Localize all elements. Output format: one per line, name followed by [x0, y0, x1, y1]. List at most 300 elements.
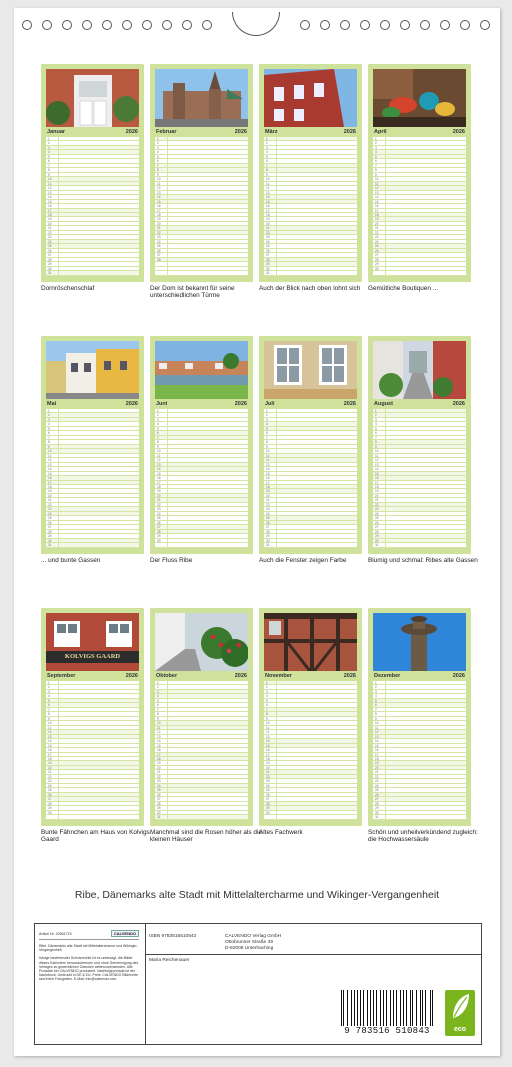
day-row: 28: [264, 530, 357, 534]
day-row: 12: [264, 186, 357, 190]
day-row: 17: [155, 209, 248, 213]
day-row: 19: [46, 489, 139, 493]
day-row: 14: [155, 739, 248, 743]
day-row: 9: [155, 445, 248, 449]
day-row: 20: [155, 222, 248, 226]
day-list: [46, 681, 139, 820]
month-name: April: [374, 129, 387, 135]
day-row: 25: [373, 516, 466, 520]
day-row: 9: [46, 717, 139, 721]
day-row: 19: [155, 761, 248, 765]
month-year: 2026: [343, 401, 356, 407]
day-row: 11: [264, 726, 357, 730]
day-row: 10: [373, 449, 466, 453]
day-row: 7: [46, 164, 139, 168]
small-title: Ribe, Dänemarks alte Stadt mit Mittelaltercharme und Wikinger-Vergangenheit: [39, 944, 138, 953]
day-row: 4: [373, 422, 466, 426]
day-row: 3: [373, 146, 466, 150]
kolvigs-gaard-photo: [46, 613, 139, 671]
day-row: 31: [155, 815, 248, 819]
barcode-bar: [393, 990, 394, 1026]
day-row: 25: [155, 516, 248, 520]
day-row: 16: [46, 476, 139, 480]
month-year: 2026: [234, 129, 247, 135]
info-divider: [145, 924, 146, 1044]
day-row: 9: [373, 173, 466, 177]
barcode-bar: [397, 990, 398, 1026]
day-row: 13: [155, 735, 248, 739]
day-row: 5: [155, 427, 248, 431]
day-row: 13: [264, 191, 357, 195]
day-row: 26: [373, 521, 466, 525]
month-frame: [150, 64, 253, 282]
day-row: 30: [373, 267, 466, 271]
binding-hole: [460, 20, 470, 30]
day-row: 17: [46, 481, 139, 485]
day-row: [264, 815, 357, 819]
day-row: 8: [373, 712, 466, 716]
barcode-number: 9 783516 510843: [344, 1026, 430, 1036]
river-photo: [155, 341, 248, 399]
day-row: 1: [46, 137, 139, 141]
day-row: 31: [46, 543, 139, 547]
day-row: 15: [264, 472, 357, 476]
month-caption: Blumig und schmal: Ribes alte Gassen: [368, 557, 478, 564]
day-row: 13: [373, 191, 466, 195]
day-row: 27: [155, 253, 248, 257]
day-row: 21: [373, 226, 466, 230]
binding-hole: [42, 20, 52, 30]
day-row: 4: [373, 694, 466, 698]
day-row: 23: [155, 235, 248, 239]
binding-hole: [300, 20, 310, 30]
day-row: 27: [373, 253, 466, 257]
month-year: 2026: [234, 673, 247, 679]
day-list: [373, 681, 466, 820]
day-row: 10: [373, 721, 466, 725]
month-name: Dezember: [374, 673, 401, 679]
day-row: 11: [46, 726, 139, 730]
day-row: 20: [373, 222, 466, 226]
day-row: 29: [46, 534, 139, 538]
day-row: 11: [155, 726, 248, 730]
day-row: 24: [373, 784, 466, 788]
month-name: September: [47, 673, 76, 679]
month-year: 2026: [343, 129, 356, 135]
month-name: Mai: [47, 401, 57, 407]
barcode-bar: [412, 990, 413, 1026]
day-row: 30: [155, 811, 248, 815]
day-row: 15: [155, 744, 248, 748]
day-row: 8: [264, 168, 357, 172]
day-row: 5: [264, 699, 357, 703]
rose-alley-photo: [155, 613, 248, 671]
day-row: 2: [264, 141, 357, 145]
month-frame: [41, 64, 144, 282]
day-row: 17: [373, 753, 466, 757]
day-row: 25: [264, 788, 357, 792]
day-row: 18: [155, 757, 248, 761]
day-list: [264, 681, 357, 820]
day-row: 30: [373, 811, 466, 815]
day-row: 28: [155, 258, 248, 262]
day-row: 30: [46, 267, 139, 271]
day-list: [155, 137, 248, 276]
day-row: 30: [46, 539, 139, 543]
day-row: 21: [264, 770, 357, 774]
binding-hole: [420, 20, 430, 30]
month-header: [155, 672, 248, 680]
day-row: 28: [155, 802, 248, 806]
month-caption: Auch die Fenster zeigen Farbe: [259, 557, 347, 564]
day-row: 5: [155, 699, 248, 703]
day-row: 27: [155, 525, 248, 529]
day-row: 18: [46, 213, 139, 217]
day-row: 4: [46, 694, 139, 698]
day-row: 23: [46, 235, 139, 239]
day-row: 8: [264, 712, 357, 716]
day-row: 23: [155, 507, 248, 511]
day-row: 4: [264, 150, 357, 154]
day-row: 11: [155, 182, 248, 186]
day-row: 27: [46, 797, 139, 801]
day-row: 3: [155, 690, 248, 694]
day-row: 22: [264, 231, 357, 235]
day-row: 13: [155, 463, 248, 467]
colorful-street-photo: [46, 341, 139, 399]
day-row: 6: [46, 431, 139, 435]
day-row: 19: [264, 489, 357, 493]
day-row: 2: [155, 413, 248, 417]
day-row: 15: [264, 200, 357, 204]
day-row: 23: [264, 779, 357, 783]
day-row: 2: [46, 141, 139, 145]
day-row: 27: [373, 525, 466, 529]
day-list: [264, 409, 357, 548]
barcode-bar: [348, 990, 349, 1026]
day-row: 2: [373, 685, 466, 689]
day-row: 18: [46, 757, 139, 761]
day-row: 9: [155, 717, 248, 721]
day-row: 12: [46, 730, 139, 734]
month-caption: Der Dom ist bekannt für seine unterschiedlichen Türme: [150, 285, 235, 300]
day-list: [155, 409, 248, 548]
day-row: 26: [155, 793, 248, 797]
day-row: 29: [264, 534, 357, 538]
day-row: 21: [155, 226, 248, 230]
day-row: 30: [46, 811, 139, 815]
day-row: 16: [373, 204, 466, 208]
day-row: 18: [264, 485, 357, 489]
day-row: 17: [264, 209, 357, 213]
day-row: 28: [373, 802, 466, 806]
day-row: 10: [155, 449, 248, 453]
day-row: 3: [373, 418, 466, 422]
day-row: 24: [264, 512, 357, 516]
day-row: 12: [373, 186, 466, 190]
month-caption: Manchmal sind die Rosen höher als die kleinen Häuser: [150, 829, 262, 844]
article-number: 20961715: [55, 931, 72, 936]
day-row: 15: [264, 744, 357, 748]
day-row: 21: [46, 770, 139, 774]
day-row: 6: [155, 431, 248, 435]
day-row: 21: [264, 226, 357, 230]
day-row: 18: [46, 485, 139, 489]
day-row: 13: [373, 463, 466, 467]
day-row: 24: [46, 240, 139, 244]
day-row: 5: [373, 427, 466, 431]
barcode-bar: [422, 990, 423, 1026]
month-year: 2026: [234, 401, 247, 407]
day-row: 7: [155, 164, 248, 168]
day-row: 31: [373, 543, 466, 547]
month-frame: [259, 608, 362, 826]
month-caption: Schön und unheilverkündend zugleich: die Hochwassersäule: [368, 829, 478, 844]
day-row: 25: [373, 788, 466, 792]
day-row: 26: [46, 249, 139, 253]
day-row: 12: [264, 730, 357, 734]
isbn-text: ISBN 9783516510843: [149, 934, 197, 939]
day-row: 20: [155, 494, 248, 498]
day-row: 6: [264, 703, 357, 707]
month-caption: Der Fluss Ribe: [150, 557, 193, 564]
day-row: 21: [46, 498, 139, 502]
day-row: 8: [373, 168, 466, 172]
day-row: 15: [155, 200, 248, 204]
month-year: 2026: [452, 129, 465, 135]
narrow-alley-photo: [373, 341, 466, 399]
day-row: 28: [264, 802, 357, 806]
day-row: 7: [46, 436, 139, 440]
month-caption: Altes Fachwerk: [259, 829, 303, 836]
day-row: [373, 271, 466, 275]
day-row: 15: [373, 472, 466, 476]
day-row: 23: [373, 779, 466, 783]
day-row: 24: [155, 784, 248, 788]
barcode: [335, 990, 439, 1034]
day-row: 24: [373, 240, 466, 244]
day-row: 6: [264, 431, 357, 435]
day-row: 12: [155, 458, 248, 462]
day-row: 21: [264, 498, 357, 502]
month-header: [264, 128, 357, 136]
day-row: 26: [373, 793, 466, 797]
month-frame: [259, 336, 362, 554]
day-row: 20: [373, 494, 466, 498]
day-row: 12: [264, 458, 357, 462]
day-row: 2: [264, 413, 357, 417]
day-row: 2: [46, 685, 139, 689]
leaf-icon: [445, 990, 475, 1024]
day-row: 29: [373, 262, 466, 266]
day-row: 27: [264, 253, 357, 257]
day-row: 20: [264, 222, 357, 226]
month-frame: [41, 336, 144, 554]
day-row: 11: [46, 454, 139, 458]
month-name: Oktober: [156, 673, 178, 679]
day-row: 12: [373, 458, 466, 462]
day-row: 7: [373, 708, 466, 712]
month-header: [155, 128, 248, 136]
day-row: [46, 815, 139, 819]
day-row: 10: [264, 449, 357, 453]
day-row: 20: [46, 494, 139, 498]
day-row: 4: [155, 694, 248, 698]
day-row: 27: [264, 797, 357, 801]
day-row: 3: [155, 418, 248, 422]
day-row: 13: [264, 463, 357, 467]
day-row: 28: [373, 258, 466, 262]
day-row: 5: [264, 155, 357, 159]
eco-badge: [445, 990, 475, 1036]
day-row: 24: [155, 240, 248, 244]
day-row: 27: [155, 797, 248, 801]
day-row: 16: [373, 748, 466, 752]
day-row: 4: [264, 694, 357, 698]
day-row: 18: [373, 485, 466, 489]
day-row: 26: [46, 521, 139, 525]
day-row: 7: [264, 164, 357, 168]
day-row: 19: [46, 217, 139, 221]
day-row: 11: [264, 454, 357, 458]
day-row: 14: [373, 467, 466, 471]
day-row: 8: [46, 712, 139, 716]
day-row: 6: [373, 703, 466, 707]
white-door-photo: [46, 69, 139, 127]
day-row: 12: [373, 730, 466, 734]
day-row: 23: [46, 507, 139, 511]
day-row: 24: [155, 512, 248, 516]
day-row: 7: [155, 436, 248, 440]
binding-hole: [142, 20, 152, 30]
publisher-line: Ottobrunner Straße 39: [225, 940, 273, 945]
day-row: 23: [264, 507, 357, 511]
day-row: 11: [46, 182, 139, 186]
day-row: 23: [373, 507, 466, 511]
day-row: 18: [155, 485, 248, 489]
month-frame: [368, 64, 471, 282]
day-row: 5: [373, 155, 466, 159]
day-row: 25: [46, 788, 139, 792]
day-row: 22: [264, 503, 357, 507]
day-row: 22: [373, 231, 466, 235]
day-row: 27: [46, 525, 139, 529]
day-row: 25: [46, 516, 139, 520]
day-row: 3: [46, 146, 139, 150]
day-row: 27: [46, 253, 139, 257]
day-row: 22: [46, 503, 139, 507]
day-row: 8: [46, 440, 139, 444]
day-row: 1: [373, 681, 466, 685]
day-row: 19: [373, 217, 466, 221]
day-row: 15: [46, 472, 139, 476]
day-row: 12: [155, 186, 248, 190]
day-row: 29: [264, 806, 357, 810]
day-row: 5: [46, 427, 139, 431]
day-row: 13: [46, 463, 139, 467]
day-row: 24: [264, 784, 357, 788]
day-row: 8: [155, 440, 248, 444]
barcode-bar: [376, 990, 377, 1026]
day-row: 2: [373, 413, 466, 417]
day-row: 2: [155, 685, 248, 689]
binding-hole: [22, 20, 32, 30]
month-frame: [368, 608, 471, 826]
day-row: 26: [373, 249, 466, 253]
day-row: 30: [373, 539, 466, 543]
day-row: 2: [155, 141, 248, 145]
day-row: 1: [264, 409, 357, 413]
day-row: 18: [373, 213, 466, 217]
binding-hole: [480, 20, 490, 30]
barcode-bars: [341, 990, 435, 1026]
binding-hole: [162, 20, 172, 30]
article-label: Artikel Nr.: [39, 931, 55, 936]
day-row: 23: [264, 235, 357, 239]
day-row: 22: [46, 775, 139, 779]
day-row: 19: [155, 489, 248, 493]
binding-hole: [82, 20, 92, 30]
day-row: 8: [264, 440, 357, 444]
info-hline: [145, 954, 481, 955]
day-row: 10: [264, 721, 357, 725]
day-row: 29: [155, 806, 248, 810]
day-row: 22: [155, 503, 248, 507]
day-row: 29: [264, 262, 357, 266]
day-row: 10: [264, 177, 357, 181]
day-row: 25: [264, 244, 357, 248]
day-row: 30: [264, 539, 357, 543]
ceramic-pots-photo: [373, 69, 466, 127]
day-row: 4: [155, 422, 248, 426]
day-row: 4: [46, 422, 139, 426]
month-header: [155, 400, 248, 408]
month-name: März: [265, 129, 278, 135]
day-row: 29: [373, 534, 466, 538]
day-row: 15: [46, 744, 139, 748]
day-row: 14: [46, 195, 139, 199]
day-row: 12: [155, 730, 248, 734]
day-row: 1: [264, 137, 357, 141]
day-row: 24: [46, 784, 139, 788]
day-row: 24: [46, 512, 139, 516]
day-row: 1: [373, 137, 466, 141]
month-year: 2026: [125, 129, 138, 135]
day-row: 16: [264, 476, 357, 480]
month-name: Februar: [156, 129, 177, 135]
day-row: 14: [46, 739, 139, 743]
month-year: 2026: [343, 673, 356, 679]
day-row: 18: [264, 213, 357, 217]
day-row: 5: [264, 427, 357, 431]
day-row: 15: [373, 200, 466, 204]
binding-hole: [182, 20, 192, 30]
day-row: 28: [46, 530, 139, 534]
day-row: 7: [264, 436, 357, 440]
month-year: 2026: [452, 401, 465, 407]
day-row: 10: [155, 177, 248, 181]
binding-hole: [202, 20, 212, 30]
day-row: 25: [155, 244, 248, 248]
day-row: 6: [373, 159, 466, 163]
publisher-line: CALVENDO Verlag GmbH: [225, 934, 282, 939]
red-house-photo: [264, 69, 357, 127]
day-row: 3: [155, 146, 248, 150]
day-row: 3: [264, 690, 357, 694]
day-row: 16: [264, 748, 357, 752]
day-row: 8: [46, 168, 139, 172]
day-row: 9: [155, 173, 248, 177]
